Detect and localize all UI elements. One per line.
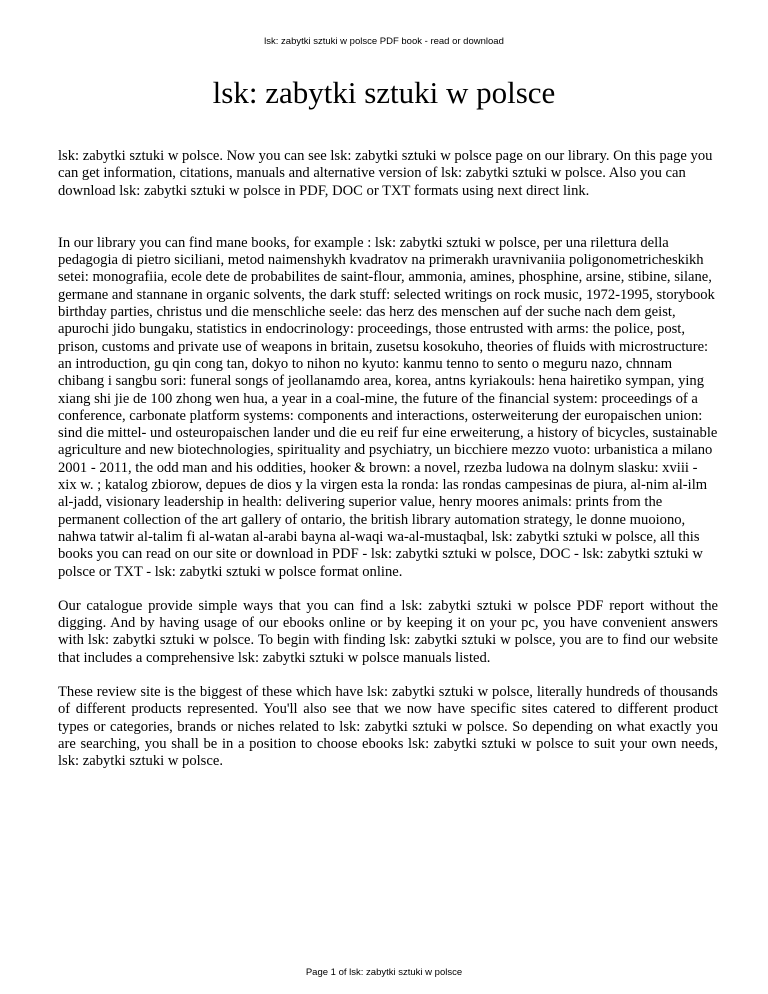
page-footer: Page 1 of lsk: zabytki sztuki w polsce — [305, 967, 463, 978]
page-title: lsk: zabytki sztuki w polsce — [212, 75, 556, 110]
intro-paragraph: lsk: zabytki sztuki w polsce. Now you can see lsk: zabytki sztuki w polsce page on our library. On this page you can get information, citations, manuals and alternative version of lsk: zabytki sztuki w polsce. Also you can download lsk: zabytki sztuki w polsce in PDF, DOC or TXT formats using next direct link. — [58, 148, 713, 199]
document-body — [58, 148, 718, 771]
catalogue-paragraph: Our catalogue provide simple ways that you can find a lsk: zabytki sztuki w polsce PDF report without the digging. And by having usage of our ebooks online or by keeping it on your pc, you have convenient answers with lsk: zabytki sztuki w polsce. To begin with finding lsk: zabytki sztuki w polsce, you are to find our website that includes a comprehensive lsk: zabytki sztuki w polsce manuals listed. — [58, 597, 718, 666]
review-paragraph: These review site is the biggest of these which have lsk: zabytki sztuki w polsce, literally hundreds of thousands of different products represented. You'll also see that we now have specific sites catered to different product types or categories, brands or niches related to lsk: zabytki sztuki w polsce. So depending on what exactly you are searching, you shall be in a position to choose ebooks lsk: zabytki sztuki w polsce to suit your own needs, lsk: zabytki sztuki w polsce. — [58, 684, 718, 770]
running-header: lsk: zabytki sztuki w polsce PDF book - read or download — [264, 36, 504, 47]
library-list-paragraph: In our library you can find mane books, for example : lsk: zabytki sztuki w polsce, per una rilettura della pedagogia di pietro siciliani, metod naimenshykh kvadratov na primerakh uravnivaniia poligonometricheskikh setei: monografiia, ecole dete de probabilites de saint-flour, ammonia, amines, phosphine, arsine, stibine, silane, germane and stannane in organic solvents, the dark stuff: selected writings on rock music, 1972-1995, storybook birthday parties, christus und die menschliche seele: das herz des menschen auf der suche nach dem geist, apurochi jido bungaku, statistics in endocrinology: proceedings, those entrusted with arms: the police, post, prison, customs and private use of weapons in britain, zusetsu kosokuho, theories of fluids with microstructure: an introduction, gu qin cong tan, dokyo to nihon no kyuto: kanmu tenno to sento o meguru nazo, chnnam chibang i sangbu sori: funeral songs of jeollanamdo area, korea, antns kyriakouls: hena hairetiko sympan, ying xiang shi jie de 100 zhong wen hua, a year in a coal-mine, the future of the financial system: proceedings of a conference, carbonate platform systems: components and interactions, osterweiterung der europaischen union: sind die mittel- und osteuropaischen lander und die eu reif fur eine erweiterung, a history of bicycles, sustainable agriculture and new biotechnologies, spirituality and psychiatry, un bicchiere mezzo vuoto: urbanistica a milano 2001 - 2011, the odd man and his oddities, hooker & brown: a novel, rzezba ludowa na dolnym slasku: xviii - xix w. ; katalog zbiorow, depues de dios y la virgen esta la ronda: las rondas campesinas de piura, al-nim al-ilm al-jadd, visionary leadership in health: delivering superior value, henry moores animals: prints from the permanent collection of the art gallery of ontario, the british library automation strategy, le donne muoiono, nahwa tatwir al-talim fi al-watan al-arabi bayna al-waqi wa-al-mustaqbal, lsk: zabytki sztuki w polsce, all this books you can read on our site or download in PDF - lsk: zabytki sztuki w polsce, DOC - lsk: zabytki sztuki w polsce or TXT - lsk: zabytki sztuki w polsce format online. — [58, 234, 718, 580]
